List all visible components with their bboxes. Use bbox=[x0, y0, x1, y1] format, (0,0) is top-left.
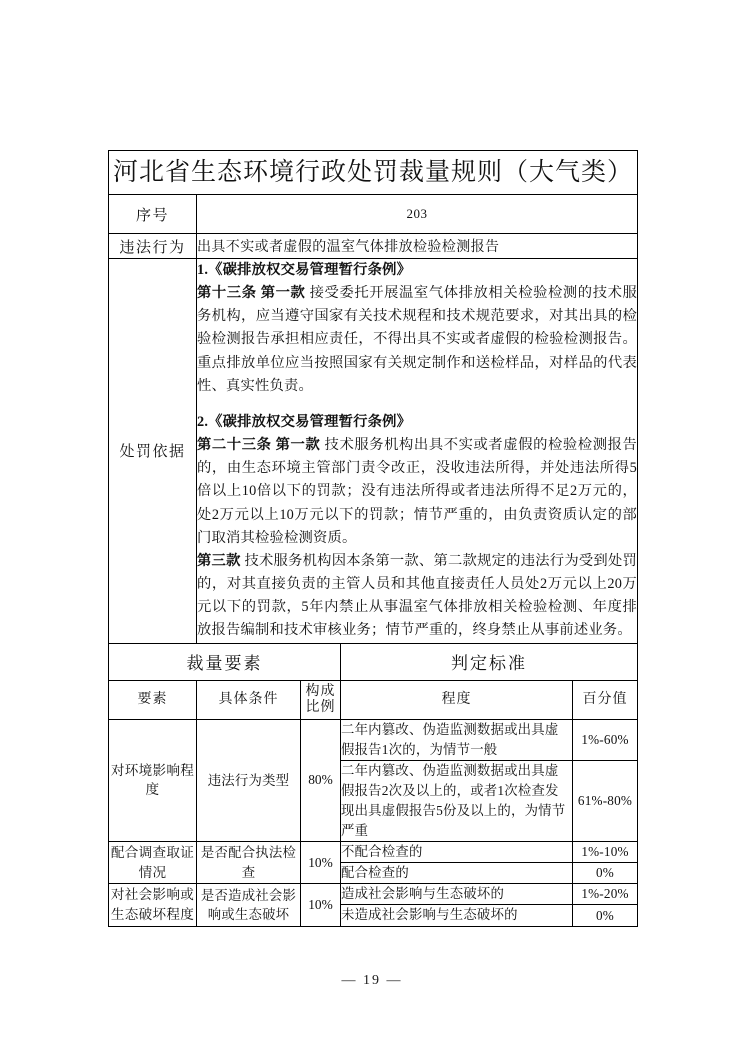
basis-item2-article3: 第三款 bbox=[197, 552, 241, 569]
criteria-element: 对社会影响或生态破坏程度 bbox=[109, 884, 197, 926]
page-title: 河北省生态环境行政处罚裁量规则（大气类） bbox=[109, 151, 638, 195]
criteria-condition: 违法行为类型 bbox=[197, 719, 301, 842]
basis-item2-text3: 技术服务机构因本条第一款、第二款规定的违法行为受到处罚的，对其直接负责的主管人员和其他直接责任人员处2万元以上20万元以下的罚款，5年内禁止从事温室气体排放相关检验检测、年度排放报告编制和技术审核业务；情节严重的，终身禁止从事前述业务。 bbox=[197, 552, 637, 639]
page-number: — 19 — bbox=[341, 973, 403, 988]
penalty-basis-content bbox=[197, 259, 638, 644]
basis-item2-article: 第二十三条 第一款 bbox=[197, 437, 321, 454]
criteria-ratio: 80% bbox=[301, 719, 341, 842]
criteria-degree: 二年内篡改、伪造监测数据或出具虚假报告2次及以上的，或者1次检查发现出具虚假报告5份及以上的，为情节严重 bbox=[341, 760, 573, 841]
criteria-element: 配合调查取证情况 bbox=[109, 842, 197, 884]
criteria-row bbox=[109, 842, 638, 863]
criteria-row bbox=[109, 884, 638, 905]
col-header-element: 要素 bbox=[109, 680, 197, 719]
criteria-ratio: 10% bbox=[301, 842, 341, 884]
penalty-basis-label: 处罚依据 bbox=[109, 259, 197, 644]
criteria-percent: 0% bbox=[573, 863, 638, 884]
serial-value: 203 bbox=[197, 195, 638, 234]
criteria-percent: 0% bbox=[573, 905, 638, 926]
basis-item2-body bbox=[197, 434, 637, 550]
criteria-group-header-row bbox=[109, 643, 638, 680]
criteria-condition: 是否造成社会影响或生态破坏 bbox=[197, 884, 301, 926]
col-header-ratio: 构成比例 bbox=[301, 680, 341, 719]
criteria-degree: 不配合检查的 bbox=[341, 842, 573, 863]
criteria-percent: 1%-20% bbox=[573, 884, 638, 905]
col-header-condition: 具体条件 bbox=[197, 680, 301, 719]
criteria-degree: 未造成社会影响与生态破坏的 bbox=[341, 905, 573, 926]
criteria-element: 对环境影响程度 bbox=[109, 719, 197, 842]
violation-row bbox=[109, 234, 638, 259]
serial-row bbox=[109, 195, 638, 234]
penalty-basis-row bbox=[109, 259, 638, 644]
criteria-percent: 1%-10% bbox=[573, 842, 638, 863]
violation-label: 违法行为 bbox=[109, 234, 197, 259]
serial-label: 序号 bbox=[109, 195, 197, 234]
criteria-degree: 配合检查的 bbox=[341, 863, 573, 884]
criteria-degree: 造成社会影响与生态破坏的 bbox=[341, 884, 573, 905]
criteria-percent: 1%-60% bbox=[573, 719, 638, 760]
criteria-ratio: 10% bbox=[301, 884, 341, 926]
title-row bbox=[109, 151, 638, 195]
criteria-group-standards: 判定标准 bbox=[341, 643, 638, 680]
criteria-column-header-row bbox=[109, 680, 638, 719]
basis-item1-text: 接受委托开展温室气体排放相关检验检测的技术服务机构，应当遵守国家有关技术规程和技术规范要求，对其出具的检验检测报告承担相应责任，不得出具不实或者虚假的检验检测报告。重点排放单位应当按照国家有关规定制作和送检样品，对样品的代表性、真实性负责。 bbox=[197, 285, 637, 394]
basis-item1-article: 第十三条 第一款 bbox=[197, 285, 306, 302]
basis-item2-clause3 bbox=[197, 550, 637, 643]
penalty-discretion-table bbox=[108, 150, 638, 927]
basis-item1-heading bbox=[197, 259, 637, 282]
basis-item2-heading bbox=[197, 411, 637, 434]
criteria-rows-container bbox=[109, 719, 638, 926]
col-header-percent: 百分值 bbox=[573, 680, 638, 719]
col-header-degree: 程度 bbox=[341, 680, 573, 719]
basis-item2-text: 技术服务机构出具不实或者虚假的检验检测报告的，由生态环境主管部门责令改正，没收违法所得，并处违法所得5倍以上10倍以下的罚款；没有违法所得或者违法所得不足2万元的，处2万元以上10万元以下的罚款；情节严重的，由负责资质认定的部门取消其检验检测资质。 bbox=[197, 437, 637, 546]
criteria-degree: 二年内篡改、伪造监测数据或出具虚假报告1次的，为情节一般 bbox=[341, 719, 573, 760]
criteria-row bbox=[109, 719, 638, 760]
basis-item1-body bbox=[197, 282, 637, 398]
criteria-condition: 是否配合执法检查 bbox=[197, 842, 301, 884]
violation-value: 出具不实或者虚假的温室气体排放检验检测报告 bbox=[197, 234, 638, 259]
basis-item1-law: 1.《碳排放权交易管理暂行条例》 bbox=[197, 262, 412, 278]
criteria-group-factors: 裁量要素 bbox=[109, 643, 341, 680]
basis-item2-law: 2.《碳排放权交易管理暂行条例》 bbox=[197, 413, 412, 430]
criteria-percent: 61%-80% bbox=[573, 760, 638, 841]
